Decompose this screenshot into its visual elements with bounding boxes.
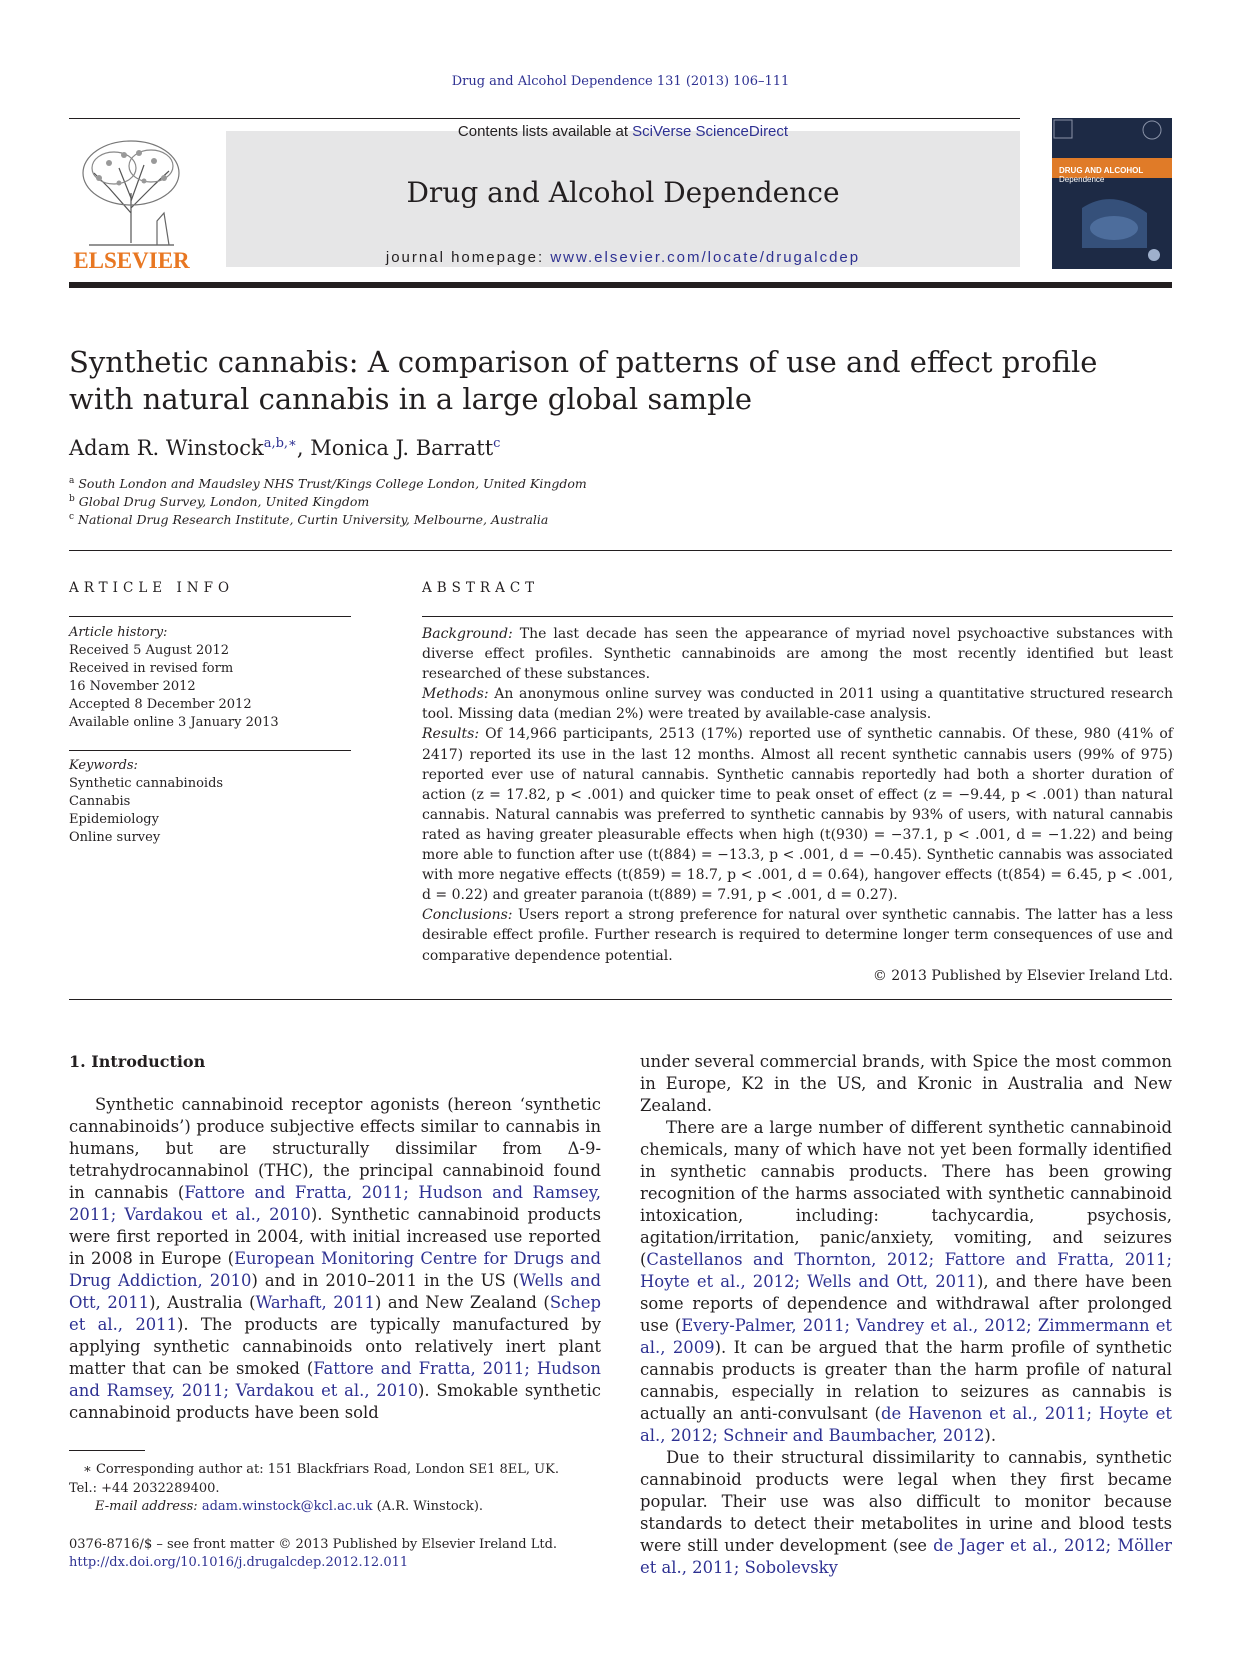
abstract-body xyxy=(422,624,1173,986)
abstract-results: Results: Of 14,966 participants, 2513 (17%) reported use of synthetic cannabis. Of these, 980 (41% of 2417) reported its use in the last 12 months. Almost all recent synthetic cannabis users (99% of 975) reported ever use of natural cannabis. Synthetic cannabis reportedly had both a shorter duration of action (z = 17.82, p < .001) and quicker time to peak onset of effect (z = −9.44, p < .001) than natural cannabis. Natural cannabis was preferred to synthetic cannabis by 93% of users, with natural cannabis rated as having greater pleasurable effects when high (t(930) = −37.1, p < .001, d = −1.22) and being more able to function after use (t(884) = −13.3, p < .001, d = −0.45). Synthetic cannabis was associated with more negative effects (t(859) = 18.7, p < .001, d = 0.64), hangover effects (t(854) = 6.45, p < .001, d = 0.22) and greater paranoia (t(889) = 7.91, p < .001, d = 0.27). xyxy=(422,726,1173,904)
section-divider xyxy=(69,550,1172,551)
cover-title: DRUG AND ALCOHOL Dependence xyxy=(1059,166,1144,184)
body-paragraph: There are a large number of different synthetic cannabinoid chemicals, many of which have not yet been formally identified in synthetic cannabis products. There has been growing recognition of the harms associated with synthetic cannabinoid intoxication, including: tachycardia, psychosis, agitation/irritation, panic/anxiety, vomiting, and seizures (Castellanos and Thornton, 2012; Fattore and Fratta, 2011; Hoyte et al., 2012; Wells and Ott, 2011), and there have been some reports of dependence and withdrawal after prolonged use (Every-Palmer, 2011; Vandrey et al., 2012; Zimmermann et al., 2009). It can be argued that the harm profile of synthetic cannabis products is greater than the harm profile of natural cannabis, especially in relation to seizures as cannabis is actually an anti-convulsant (de Havenon et al., 2011; Hoyte et al., 2012; Schneir and Baumbacher, 2012). xyxy=(640,1118,1172,1445)
author-list xyxy=(69,436,969,460)
homepage-prefix: journal homepage: xyxy=(385,249,551,266)
author-marks[interactable]: c xyxy=(493,436,501,451)
citation-link[interactable]: Warhaft, 2011 xyxy=(255,1293,375,1312)
corresponding-author-footnote xyxy=(69,1461,629,1517)
history-item: Received in revised form xyxy=(69,661,234,676)
abstract-conclusions: Conclusions: Users report a strong preference for natural over synthetic cannabis. The latter has a less desirable effect profile. Further research is required to determine longer term consequences of use and comparative dependence potential. xyxy=(422,907,1173,964)
keyword: Online survey xyxy=(69,830,161,845)
corresponding-email: E-mail address: adam.winstock@kcl.ac.uk (A.R. Winstock). xyxy=(95,1499,484,1514)
citation-link[interactable]: Wells and Ott, 2011 xyxy=(69,1271,602,1312)
keyword: Synthetic cannabinoids xyxy=(69,776,224,791)
affiliation: $^b$ Global Drug Survey, London, United Kingdom xyxy=(69,494,370,510)
keywords-label: Keywords: xyxy=(69,758,138,773)
keyword: Epidemiology xyxy=(69,812,159,827)
citation-link[interactable]: Fattore and Fratta, 2011; Hudson and Ramsey, 2011; Vardakou et al., 2010 xyxy=(69,1359,601,1400)
history-item: 16 November 2012 xyxy=(69,679,196,694)
keywords xyxy=(69,757,349,847)
article-info-rule xyxy=(69,616,351,617)
elsevier-wordmark: ELSEVIER xyxy=(73,248,190,273)
homepage-link[interactable]: www.elsevier.com/locate/drugalcdep xyxy=(550,249,861,266)
abstract-heading: ABSTRACT xyxy=(422,580,540,596)
front-matter xyxy=(69,1536,669,1572)
citation-link[interactable]: European Monitoring Centre for Drugs and Drug Addiction, 2010 xyxy=(69,1249,601,1290)
affiliation: $^c$ National Drug Research Institute, Curtin University, Melbourne, Australia xyxy=(69,512,549,528)
citation-link[interactable]: Schep et al., 2011 xyxy=(69,1293,601,1334)
journal-name: Drug and Alcohol Dependence xyxy=(406,176,840,209)
issn-line: 0376-8716/$ – see front matter © 2013 Published by Elsevier Ireland Ltd. xyxy=(69,1537,558,1552)
body-paragraph: Due to their structural dissimilarity to cannabis, synthetic cannabinoid products were legal when they first became popular. Their use was also difficult to monitor because standards to detect their metabolites in urine and blood tests were still under development (see de Jager et al., 2012; Möller et al., 2011; Sobolevsky xyxy=(640,1448,1172,1577)
article-history xyxy=(69,624,349,732)
body-paragraph: Synthetic cannabinoid receptor agonists (hereon ‘synthetic cannabinoids’) produce subjective effects similar to cannabis in humans, but are structurally dissimilar from Δ-9-tetrahydrocannabinol (THC), the principal cannabinoid found in cannabis (Fattore and Fratta, 2011; Hudson and Ramsey, 2011; Vardakou et al., 2010). Synthetic cannabinoid products were first reported in 2004, with initial increased use reported in 2008 in Europe (European Monitoring Centre for Drugs and Drug Addiction, 2010) and in 2010–2011 in the US (Wells and Ott, 2011), Australia (Warhaft, 2011) and New Zealand (Schep et al., 2011). The products are typically manufactured by applying synthetic cannabinoids onto relatively inert plant matter that can be smoked (Fattore and Fratta, 2011; Hudson and Ramsey, 2011; Vardakou et al., 2010). Smokable synthetic cannabinoid products have been sold xyxy=(69,1095,602,1422)
journal-citation[interactable]: Drug and Alcohol Dependence 131 (2013) 106–111 xyxy=(451,74,790,89)
history-item: Received 5 August 2012 xyxy=(69,643,230,658)
body-paragraph: under several commercial brands, with Spice the most common in Europe, K2 in the US, and Kronic in Australia and New Zealand. xyxy=(640,1052,1172,1115)
body-column-left xyxy=(69,1094,601,1424)
keywords-rule xyxy=(69,750,351,751)
author-marks[interactable]: a,b,∗ xyxy=(263,436,297,451)
article-title: Synthetic cannabis: A comparison of patterns of use and effect profile with natural cannabis in a large global sample xyxy=(69,345,1098,416)
corresponding-phone: Tel.: +44 2032289400. xyxy=(69,1480,220,1496)
citation-link[interactable]: Every-Palmer, 2011; Vandrey et al., 2012; Zimmermann et al., 2009 xyxy=(640,1316,1172,1357)
citation-link[interactable]: de Havenon et al., 2011; Hoyte et al., 2012; Schneir and Baumbacher, 2012 xyxy=(640,1404,1172,1445)
header-rule xyxy=(69,118,1020,119)
history-item: Accepted 8 December 2012 xyxy=(69,697,252,712)
contents-line xyxy=(226,123,1020,140)
doi-link[interactable]: http://dx.doi.org/10.1016/j.drugalcdep.2012.12.011 xyxy=(69,1555,409,1570)
contents-prefix: Contents lists available at xyxy=(457,123,633,140)
author-name: Adam R. Winstock xyxy=(69,436,264,460)
history-item: Available online 3 January 2013 xyxy=(69,715,279,730)
section-divider xyxy=(69,999,1172,1000)
history-label: Article history: xyxy=(69,625,168,640)
masthead-rule xyxy=(69,282,1172,288)
citation-link[interactable]: Fattore and Fratta, 2011; Hudson and Ramsey, 2011; Vardakou et al., 2010 xyxy=(69,1183,601,1224)
section-heading: 1. Introduction xyxy=(69,1052,206,1071)
footnote-rule xyxy=(69,1450,145,1451)
journal-cover-image xyxy=(1052,118,1172,269)
body-column-right xyxy=(640,1051,1172,1579)
sciencedirect-link[interactable]: SciVerse ScienceDirect xyxy=(632,123,789,140)
journal-homepage xyxy=(226,249,1020,266)
email-link[interactable]: adam.winstock@kcl.ac.uk xyxy=(201,1499,373,1514)
citation-link[interactable]: Castellanos and Thornton, 2012; Fattore and Fratta, 2011; Hoyte et al., 2012; Wells and Ott, 2011 xyxy=(640,1250,1172,1291)
abstract-background: Background: The last decade has seen the appearance of myriad novel psychoactive substances with diverse effect profiles. Synthetic cannabinoids are among the most recently identified but least researched of these substances. xyxy=(422,626,1173,683)
citation-link[interactable]: de Jager et al., 2012; Möller et al., 2011; Sobolevsky xyxy=(640,1536,1172,1577)
abstract-copyright: © 2013 Published by Elsevier Ireland Ltd. xyxy=(872,967,1173,984)
author-separator: , xyxy=(296,436,311,460)
author-name: Monica J. Barratt xyxy=(310,436,494,460)
affiliation: $^a$ South London and Maudsley NHS Trust/Kings College London, United Kingdom xyxy=(69,476,587,492)
keyword: Cannabis xyxy=(69,794,131,809)
article-info-heading: ARTICLE INFO xyxy=(69,580,235,596)
corresponding-address: ∗ Corresponding author at: 151 Blackfriars Road, London SE1 8EL, UK. xyxy=(83,1462,559,1477)
abstract-methods: Methods: An anonymous online survey was conducted in 2011 using a quantitative structured research tool. Missing data (median 2%) were treated by available-case analysis. xyxy=(422,686,1173,723)
abstract-rule xyxy=(422,616,1173,617)
